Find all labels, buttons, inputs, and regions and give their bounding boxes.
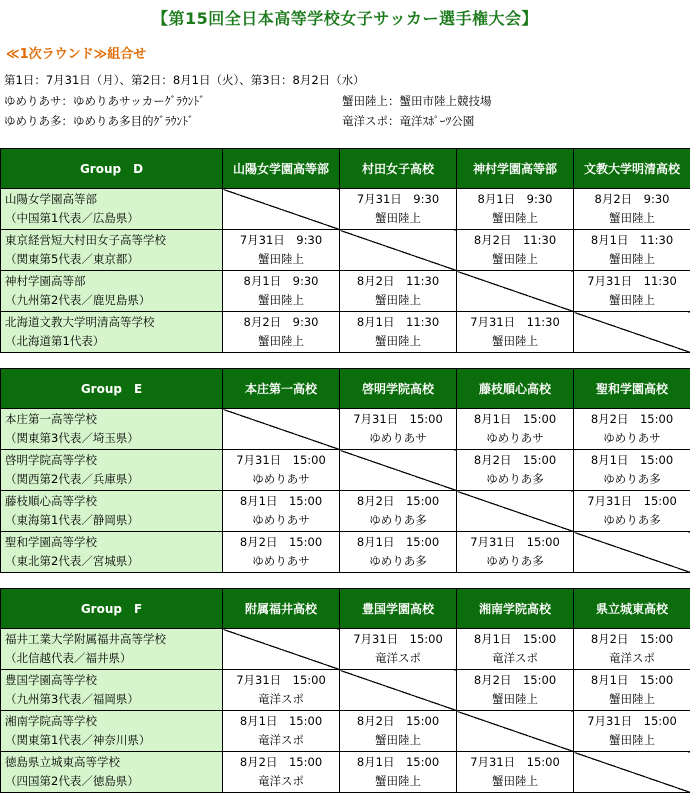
match-venue: 蟹田陸上 <box>574 731 690 750</box>
team-name-cell <box>1 670 223 711</box>
venue-full-2: 竜洋スポ：竜洋ｽﾎﾟｰﾂ公園 <box>342 114 474 128</box>
match-datetime: 8月2日 11:30 <box>457 231 573 250</box>
match-venue: 蟹田陸上 <box>223 332 339 351</box>
match-venue: ゆめりあ多 <box>574 511 690 530</box>
match-datetime: 7月31日 15:00 <box>340 630 456 649</box>
match-venue: 蟹田陸上 <box>457 332 573 351</box>
match-datetime: 8月2日 9:30 <box>574 190 690 209</box>
school-region: （九州第2代表／鹿児島県） <box>5 291 222 310</box>
table-row <box>1 532 690 573</box>
match-datetime: 7月31日 9:30 <box>340 190 456 209</box>
school-name: 徳島県立城東高等学校 <box>5 753 222 772</box>
match-venue: ゆめりあ多 <box>457 470 573 489</box>
venue-full-1: 蟹田陸上：蟹田市陸上競技場 <box>342 94 492 108</box>
team-name-cell <box>1 230 223 271</box>
school-region: （関西第2代表／兵庫県） <box>5 470 222 489</box>
table-row <box>1 450 690 491</box>
diagonal-empty-cell <box>457 271 574 312</box>
match-datetime: 7月31日 15:00 <box>457 533 573 552</box>
match-cell <box>223 312 340 353</box>
match-datetime: 7月31日 15:00 <box>457 753 573 772</box>
match-venue: ゆめりあ多 <box>574 470 690 489</box>
match-cell <box>223 711 340 752</box>
school-name: 豊国学園高等学校 <box>5 671 222 690</box>
diagonal-empty-cell <box>457 711 574 752</box>
match-venue: 蟹田陸上 <box>574 250 690 269</box>
round-heading: ≪1次ラウンド≫組合せ <box>6 43 146 62</box>
diagonal-empty-cell <box>340 450 457 491</box>
match-cell <box>340 409 457 450</box>
school-region: （北海道第1代表） <box>5 332 222 351</box>
group-name: Group E <box>1 369 223 409</box>
match-cell <box>223 752 340 793</box>
match-cell <box>457 629 574 670</box>
venue-abbr-2: ゆめりあ多：ゆめりあ多目的ｸﾞﾗｳﾝﾄﾞ <box>4 114 194 128</box>
match-datetime: 7月31日 15:00 <box>223 671 339 690</box>
match-cell <box>340 312 457 353</box>
match-venue: 蟹田陸上 <box>223 250 339 269</box>
school-name: 藤枝順心高等学校 <box>5 492 222 511</box>
table-row <box>1 711 690 752</box>
team-column-header: 附属福井高校 <box>223 589 340 629</box>
match-venue: ゆめりあ多 <box>340 511 456 530</box>
diagonal-empty-cell <box>223 629 340 670</box>
match-venue: 蟹田陸上 <box>457 690 573 709</box>
match-datetime: 7月31日 9:30 <box>223 231 339 250</box>
match-venue: 蟹田陸上 <box>340 209 456 228</box>
diagonal-empty-cell <box>457 491 574 532</box>
match-datetime: 8月2日 15:00 <box>340 712 456 731</box>
team-name-cell <box>1 409 223 450</box>
school-region: （関東第5代表／東京都） <box>5 250 222 269</box>
match-cell <box>223 450 340 491</box>
team-column-header: 本庄第一高校 <box>223 369 340 409</box>
match-datetime: 8月2日 9:30 <box>223 313 339 332</box>
match-venue: 蟹田陸上 <box>340 332 456 351</box>
match-venue: 蟹田陸上 <box>574 291 690 310</box>
diagonal-empty-cell <box>223 189 340 230</box>
match-cell <box>457 752 574 793</box>
diagonal-empty-cell <box>340 670 457 711</box>
match-cell <box>223 271 340 312</box>
match-cell <box>457 532 574 573</box>
school-region: （九州第3代表／福岡県） <box>5 690 222 709</box>
match-datetime: 8月1日 9:30 <box>457 190 573 209</box>
match-datetime: 8月1日 15:00 <box>340 753 456 772</box>
match-cell <box>340 271 457 312</box>
school-name: 福井工業大学附属福井高等学校 <box>5 630 222 649</box>
team-column-header: 神村学園高等部 <box>457 149 574 189</box>
match-cell <box>457 409 574 450</box>
school-region: （四国第2代表／徳島県） <box>5 772 222 791</box>
diagonal-empty-cell <box>340 230 457 271</box>
team-name-cell <box>1 711 223 752</box>
school-name: 神村学園高等部 <box>5 272 222 291</box>
match-venue: 蟹田陸上 <box>574 690 690 709</box>
match-venue: 蟹田陸上 <box>223 291 339 310</box>
diagonal-empty-cell <box>574 532 690 573</box>
match-cell <box>574 711 690 752</box>
match-datetime: 7月31日 15:00 <box>574 712 690 731</box>
diagonal-empty-cell <box>223 409 340 450</box>
school-name: 山陽女学園高等部 <box>5 190 222 209</box>
team-name-cell <box>1 450 223 491</box>
match-venue: 蟹田陸上 <box>340 772 456 791</box>
match-datetime: 8月2日 15:00 <box>574 410 690 429</box>
match-venue: ゆめりあサ <box>223 552 339 571</box>
team-column-header: 村田女子高校 <box>340 149 457 189</box>
group-name: Group D <box>1 149 223 189</box>
match-cell <box>574 629 690 670</box>
match-datetime: 8月1日 9:30 <box>223 272 339 291</box>
match-cell <box>340 752 457 793</box>
match-venue: 蟹田陸上 <box>340 291 456 310</box>
match-cell <box>340 491 457 532</box>
group-header-row <box>1 149 690 189</box>
match-datetime: 8月2日 15:00 <box>457 451 573 470</box>
match-cell <box>457 450 574 491</box>
page-title: 【第15回全日本高等学校女子サッカー選手権大会】 <box>0 6 690 29</box>
match-venue: 竜洋スポ <box>223 772 339 791</box>
team-column-header: 豊国学園高校 <box>340 589 457 629</box>
match-cell <box>340 711 457 752</box>
match-cell <box>223 230 340 271</box>
match-cell <box>223 670 340 711</box>
group-header-row <box>1 589 690 629</box>
team-column-header: 聖和学園高校 <box>574 369 690 409</box>
match-venue: 蟹田陸上 <box>457 250 573 269</box>
school-name: 北海道文教大学明清高等学校 <box>5 313 222 332</box>
match-cell <box>574 491 690 532</box>
team-column-header: 県立城東高校 <box>574 589 690 629</box>
match-datetime: 8月1日 15:00 <box>223 492 339 511</box>
match-cell <box>574 271 690 312</box>
team-name-cell <box>1 532 223 573</box>
match-datetime: 7月31日 15:00 <box>340 410 456 429</box>
match-cell <box>223 532 340 573</box>
team-column-header: 啓明学院高校 <box>340 369 457 409</box>
team-column-header: 山陽女学園高等部 <box>223 149 340 189</box>
school-region: （関東第3代表／埼玉県） <box>5 429 222 448</box>
venue-abbr-1: ゆめりあサ：ゆめりあサッカーｸﾞﾗｳﾝﾄﾞ <box>4 94 205 108</box>
match-dates: 第1日：7月31日（月）、第2日：8月1日（火）、第3日：8月2日（水） <box>4 73 365 87</box>
school-region: （北信越代表／福井県） <box>5 649 222 668</box>
table-row <box>1 491 690 532</box>
match-venue: 竜洋スポ <box>340 649 456 668</box>
group-table <box>0 148 690 353</box>
match-venue: 蟹田陸上 <box>457 209 573 228</box>
diagonal-empty-cell <box>574 312 690 353</box>
table-row <box>1 312 690 353</box>
match-datetime: 8月1日 15:00 <box>457 410 573 429</box>
team-name-cell <box>1 752 223 793</box>
match-datetime: 8月2日 15:00 <box>574 630 690 649</box>
match-cell <box>340 532 457 573</box>
match-datetime: 7月31日 11:30 <box>457 313 573 332</box>
team-name-cell <box>1 271 223 312</box>
match-venue: ゆめりあサ <box>574 429 690 448</box>
match-venue: 竜洋スポ <box>223 690 339 709</box>
table-row <box>1 271 690 312</box>
table-row <box>1 409 690 450</box>
match-venue: ゆめりあサ <box>457 429 573 448</box>
school-name: 東京経営短大村田女子高等学校 <box>5 231 222 250</box>
team-name-cell <box>1 312 223 353</box>
match-cell <box>223 491 340 532</box>
match-venue: ゆめりあ多 <box>457 552 573 571</box>
match-datetime: 8月2日 15:00 <box>457 671 573 690</box>
team-column-header: 文教大学明清高校 <box>574 149 690 189</box>
school-region: （東海第1代表／静岡県） <box>5 511 222 530</box>
match-venue: ゆめりあサ <box>223 511 339 530</box>
match-datetime: 7月31日 15:00 <box>574 492 690 511</box>
match-cell <box>457 312 574 353</box>
match-datetime: 7月31日 11:30 <box>574 272 690 291</box>
match-venue: 蟹田陸上 <box>457 772 573 791</box>
table-row <box>1 230 690 271</box>
match-datetime: 8月1日 15:00 <box>574 451 690 470</box>
match-venue: 蟹田陸上 <box>574 209 690 228</box>
diagonal-empty-cell <box>574 752 690 793</box>
group-table <box>0 368 690 573</box>
match-datetime: 8月1日 15:00 <box>574 671 690 690</box>
match-venue: 竜洋スポ <box>574 649 690 668</box>
match-datetime: 8月2日 15:00 <box>223 753 339 772</box>
group-table <box>0 588 690 793</box>
match-datetime: 7月31日 15:00 <box>223 451 339 470</box>
school-name: 啓明学院高等学校 <box>5 451 222 470</box>
school-name: 湘南学院高等学校 <box>5 712 222 731</box>
team-name-cell <box>1 629 223 670</box>
school-name: 本庄第一高等学校 <box>5 410 222 429</box>
match-cell <box>457 670 574 711</box>
group-header-row <box>1 369 690 409</box>
match-cell <box>574 409 690 450</box>
match-venue: 竜洋スポ <box>223 731 339 750</box>
table-row <box>1 629 690 670</box>
team-name-cell <box>1 189 223 230</box>
group-name: Group F <box>1 589 223 629</box>
match-datetime: 8月1日 15:00 <box>223 712 339 731</box>
team-name-cell <box>1 491 223 532</box>
match-cell <box>457 230 574 271</box>
school-region: （東北第2代表／宮城県） <box>5 552 222 571</box>
team-column-header: 湘南学院高校 <box>457 589 574 629</box>
match-datetime: 8月2日 15:00 <box>223 533 339 552</box>
team-column-header: 藤枝順心高校 <box>457 369 574 409</box>
match-venue: 蟹田陸上 <box>340 731 456 750</box>
match-cell <box>574 670 690 711</box>
school-name: 聖和学園高等学校 <box>5 533 222 552</box>
match-datetime: 8月2日 15:00 <box>340 492 456 511</box>
match-datetime: 8月1日 15:00 <box>340 533 456 552</box>
match-datetime: 8月1日 11:30 <box>574 231 690 250</box>
match-venue: ゆめりあサ <box>340 429 456 448</box>
table-row <box>1 752 690 793</box>
match-venue: 竜洋スポ <box>457 649 573 668</box>
match-cell <box>457 189 574 230</box>
match-venue: ゆめりあサ <box>223 470 339 489</box>
match-cell <box>574 189 690 230</box>
school-region: （関東第1代表／神奈川県） <box>5 731 222 750</box>
match-venue: ゆめりあ多 <box>340 552 456 571</box>
match-datetime: 8月1日 15:00 <box>457 630 573 649</box>
table-row <box>1 670 690 711</box>
match-datetime: 8月1日 11:30 <box>340 313 456 332</box>
match-cell <box>340 629 457 670</box>
match-cell <box>340 189 457 230</box>
match-cell <box>574 450 690 491</box>
match-cell <box>574 230 690 271</box>
school-region: （中国第1代表／広島県） <box>5 209 222 228</box>
table-row <box>1 189 690 230</box>
match-datetime: 8月2日 11:30 <box>340 272 456 291</box>
